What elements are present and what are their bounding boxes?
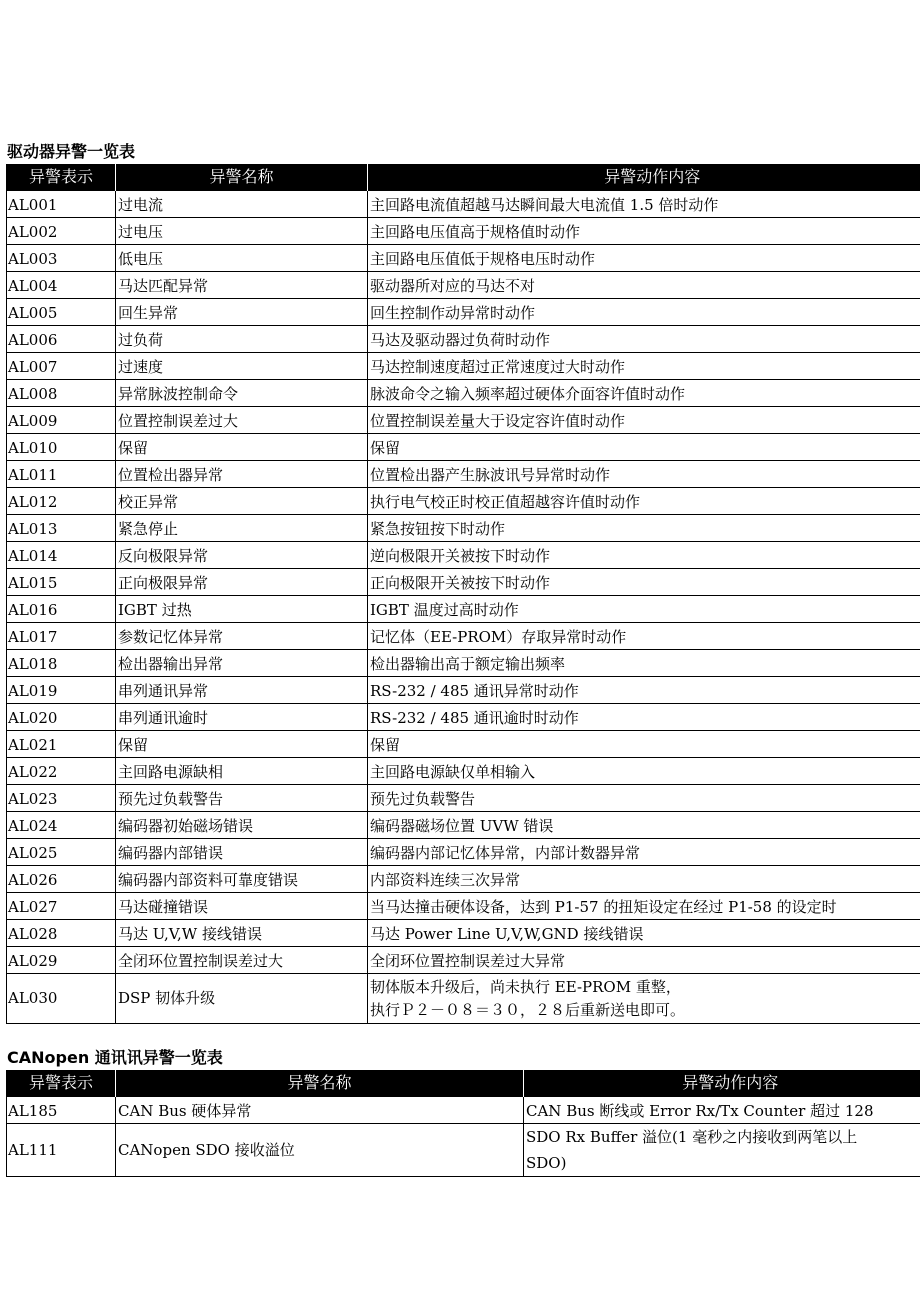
alarm-name: 参数记忆体异常 <box>116 623 368 650</box>
table-row <box>7 191 920 218</box>
alarm-code: AL029 <box>7 947 116 974</box>
table-row <box>7 434 920 461</box>
alarm-action-line: 执行Ｐ２－０８＝３０，２８后重新送电即可。 <box>370 1000 686 1019</box>
table-row <box>7 326 920 353</box>
alarm-action: 马达及驱动器过负荷时动作 <box>368 326 920 353</box>
alarm-name: 紧急停止 <box>116 515 368 542</box>
table2-title: CANopen 通讯讯异警一览表 <box>7 1048 223 1067</box>
alarm-action: 编码器磁场位置 UVW 错误 <box>368 812 920 839</box>
alarm-action: 逆向极限开关被按下时动作 <box>368 542 920 569</box>
alarm-code: AL014 <box>7 542 116 569</box>
alarm-action-line: SDO) <box>526 1154 567 1172</box>
alarm-name: 过速度 <box>116 353 368 380</box>
table-row <box>7 407 920 434</box>
alarm-name: DSP 韧体升级 <box>116 974 368 1024</box>
alarm-code: AL003 <box>7 245 116 272</box>
header-alarm-name: 异警名称 <box>116 1070 524 1097</box>
alarm-name: 异常脉波控制命令 <box>116 380 368 407</box>
alarm-name: CANopen SDO 接收溢位 <box>116 1124 524 1177</box>
alarm-name: 过电压 <box>116 218 368 245</box>
alarm-action: 主回路电压值高于规格值时动作 <box>368 218 920 245</box>
alarm-name: 反向极限异常 <box>116 542 368 569</box>
header-alarm-code: 异警表示 <box>7 1070 116 1097</box>
table-row <box>7 704 920 731</box>
alarm-code: AL011 <box>7 461 116 488</box>
alarm-code: AL004 <box>7 272 116 299</box>
table-row <box>7 218 920 245</box>
table-row <box>7 380 920 407</box>
alarm-name: 校正异常 <box>116 488 368 515</box>
alarm-action: 驱动器所对应的马达不对 <box>368 272 920 299</box>
alarm-name: 串列通讯异常 <box>116 677 368 704</box>
alarm-action: 马达 Power Line U,V,W,GND 接线错误 <box>368 920 920 947</box>
alarm-table-canopen <box>6 1070 920 1177</box>
alarm-action: 全闭环位置控制误差过大异常 <box>368 947 920 974</box>
alarm-action: 主回路电压值低于规格电压时动作 <box>368 245 920 272</box>
alarm-code: AL008 <box>7 380 116 407</box>
alarm-code: AL002 <box>7 218 116 245</box>
alarm-code: AL009 <box>7 407 116 434</box>
alarm-action: 回生控制作动异常时动作 <box>368 299 920 326</box>
alarm-name: 串列通讯逾时 <box>116 704 368 731</box>
alarm-name: 正向极限异常 <box>116 569 368 596</box>
table-row <box>7 245 920 272</box>
alarm-name: 马达碰撞错误 <box>116 893 368 920</box>
alarm-code: AL019 <box>7 677 116 704</box>
alarm-name: 检出器输出异常 <box>116 650 368 677</box>
table-row <box>7 839 920 866</box>
alarm-code: AL185 <box>7 1097 116 1124</box>
alarm-name: 位置检出器异常 <box>116 461 368 488</box>
alarm-code: AL023 <box>7 785 116 812</box>
table-row <box>7 353 920 380</box>
alarm-name: 预先过负载警告 <box>116 785 368 812</box>
alarm-action-line: SDO Rx Buffer 溢位(1 毫秒之内接收到两笔以上 <box>526 1128 858 1146</box>
table-row <box>7 758 920 785</box>
alarm-code: AL111 <box>7 1124 116 1177</box>
table-row <box>7 920 920 947</box>
alarm-code: AL015 <box>7 569 116 596</box>
alarm-action: 脉波命令之输入频率超过硬体介面容许值时动作 <box>368 380 920 407</box>
alarm-action: RS-232 / 485 通讯异常时动作 <box>368 677 920 704</box>
alarm-name: 马达匹配异常 <box>116 272 368 299</box>
alarm-code: AL017 <box>7 623 116 650</box>
alarm-action: 正向极限开关被按下时动作 <box>368 569 920 596</box>
alarm-code: AL027 <box>7 893 116 920</box>
table-row <box>7 1097 920 1124</box>
alarm-action: 主回路电源缺仅单相输入 <box>368 758 920 785</box>
alarm-code: AL022 <box>7 758 116 785</box>
table1-title: 驱动器异警一览表 <box>7 142 136 161</box>
alarm-action: 检出器输出高于额定输出频率 <box>368 650 920 677</box>
alarm-code: AL030 <box>7 974 116 1024</box>
alarm-code: AL013 <box>7 515 116 542</box>
alarm-code: AL025 <box>7 839 116 866</box>
table-row <box>7 569 920 596</box>
alarm-code: AL006 <box>7 326 116 353</box>
alarm-code: AL007 <box>7 353 116 380</box>
alarm-code: AL012 <box>7 488 116 515</box>
alarm-name: 编码器内部资料可靠度错误 <box>116 866 368 893</box>
table-row <box>7 812 920 839</box>
table-row <box>7 488 920 515</box>
table-row <box>7 1124 920 1177</box>
alarm-code: AL021 <box>7 731 116 758</box>
alarm-name: 过电流 <box>116 191 368 218</box>
alarm-action: 保留 <box>368 434 920 461</box>
alarm-action: 当马达撞击硬体设备，达到 P1-57 的扭矩设定在经过 P1-58 的设定时 <box>368 893 920 920</box>
alarm-name: CAN Bus 硬体异常 <box>116 1097 524 1124</box>
table1-body <box>7 191 920 1024</box>
alarm-name: 主回路电源缺相 <box>116 758 368 785</box>
alarm-name: IGBT 过热 <box>116 596 368 623</box>
alarm-code: AL026 <box>7 866 116 893</box>
alarm-name: 过负荷 <box>116 326 368 353</box>
table-row <box>7 785 920 812</box>
alarm-action: 预先过负载警告 <box>368 785 920 812</box>
header-alarm-action: 异警动作内容 <box>524 1070 920 1097</box>
alarm-action: 执行电气校正时校正值超越容许值时动作 <box>368 488 920 515</box>
alarm-name: 编码器内部错误 <box>116 839 368 866</box>
alarm-action <box>368 974 920 1024</box>
alarm-action: 保留 <box>368 731 920 758</box>
alarm-action: 记忆体（EE-PROM）存取异常时动作 <box>368 623 920 650</box>
alarm-action: CAN Bus 断线或 Error Rx/Tx Counter 超过 128 <box>524 1097 920 1124</box>
alarm-name: 回生异常 <box>116 299 368 326</box>
table-row <box>7 461 920 488</box>
alarm-action-line: 韧体版本升级后，尚未执行 EE-PROM 重整， <box>370 977 681 996</box>
alarm-code: AL005 <box>7 299 116 326</box>
alarm-action: 编码器内部记忆体异常，内部计数器异常 <box>368 839 920 866</box>
header-alarm-code: 异警表示 <box>7 164 116 191</box>
table-row <box>7 974 920 1024</box>
alarm-action <box>524 1124 920 1177</box>
alarm-action: 马达控制速度超过正常速度过大时动作 <box>368 353 920 380</box>
alarm-name: 编码器初始磁场错误 <box>116 812 368 839</box>
alarm-code: AL020 <box>7 704 116 731</box>
alarm-code: AL028 <box>7 920 116 947</box>
alarm-code: AL010 <box>7 434 116 461</box>
alarm-name: 马达 U,V,W 接线错误 <box>116 920 368 947</box>
alarm-action: 主回路电流值超越马达瞬间最大电流值 1.5 倍时动作 <box>368 191 920 218</box>
table-row <box>7 299 920 326</box>
alarm-code: AL001 <box>7 191 116 218</box>
table-row <box>7 596 920 623</box>
table-row <box>7 542 920 569</box>
alarm-name: 低电压 <box>116 245 368 272</box>
alarm-action: RS-232 / 485 通讯逾时时动作 <box>368 704 920 731</box>
alarm-name: 保留 <box>116 731 368 758</box>
header-alarm-name: 异警名称 <box>116 164 368 191</box>
alarm-action: 位置检出器产生脉波讯号异常时动作 <box>368 461 920 488</box>
alarm-code: AL024 <box>7 812 116 839</box>
table-header-row <box>7 1070 920 1097</box>
table-row <box>7 623 920 650</box>
alarm-action: 紧急按钮按下时动作 <box>368 515 920 542</box>
table-row <box>7 650 920 677</box>
alarm-action: IGBT 温度过高时动作 <box>368 596 920 623</box>
table-row <box>7 272 920 299</box>
table-row <box>7 866 920 893</box>
table-row <box>7 515 920 542</box>
table-row <box>7 947 920 974</box>
alarm-action: 内部资料连续三次异常 <box>368 866 920 893</box>
header-alarm-action: 异警动作内容 <box>368 164 920 191</box>
table-header-row <box>7 164 920 191</box>
alarm-name: 全闭环位置控制误差过大 <box>116 947 368 974</box>
alarm-code: AL018 <box>7 650 116 677</box>
table-row <box>7 731 920 758</box>
alarm-code: AL016 <box>7 596 116 623</box>
alarm-name: 位置控制误差过大 <box>116 407 368 434</box>
alarm-action: 位置控制误差量大于设定容许值时动作 <box>368 407 920 434</box>
alarm-table-drive <box>6 164 920 1024</box>
table-row <box>7 677 920 704</box>
table-row <box>7 893 920 920</box>
alarm-name: 保留 <box>116 434 368 461</box>
